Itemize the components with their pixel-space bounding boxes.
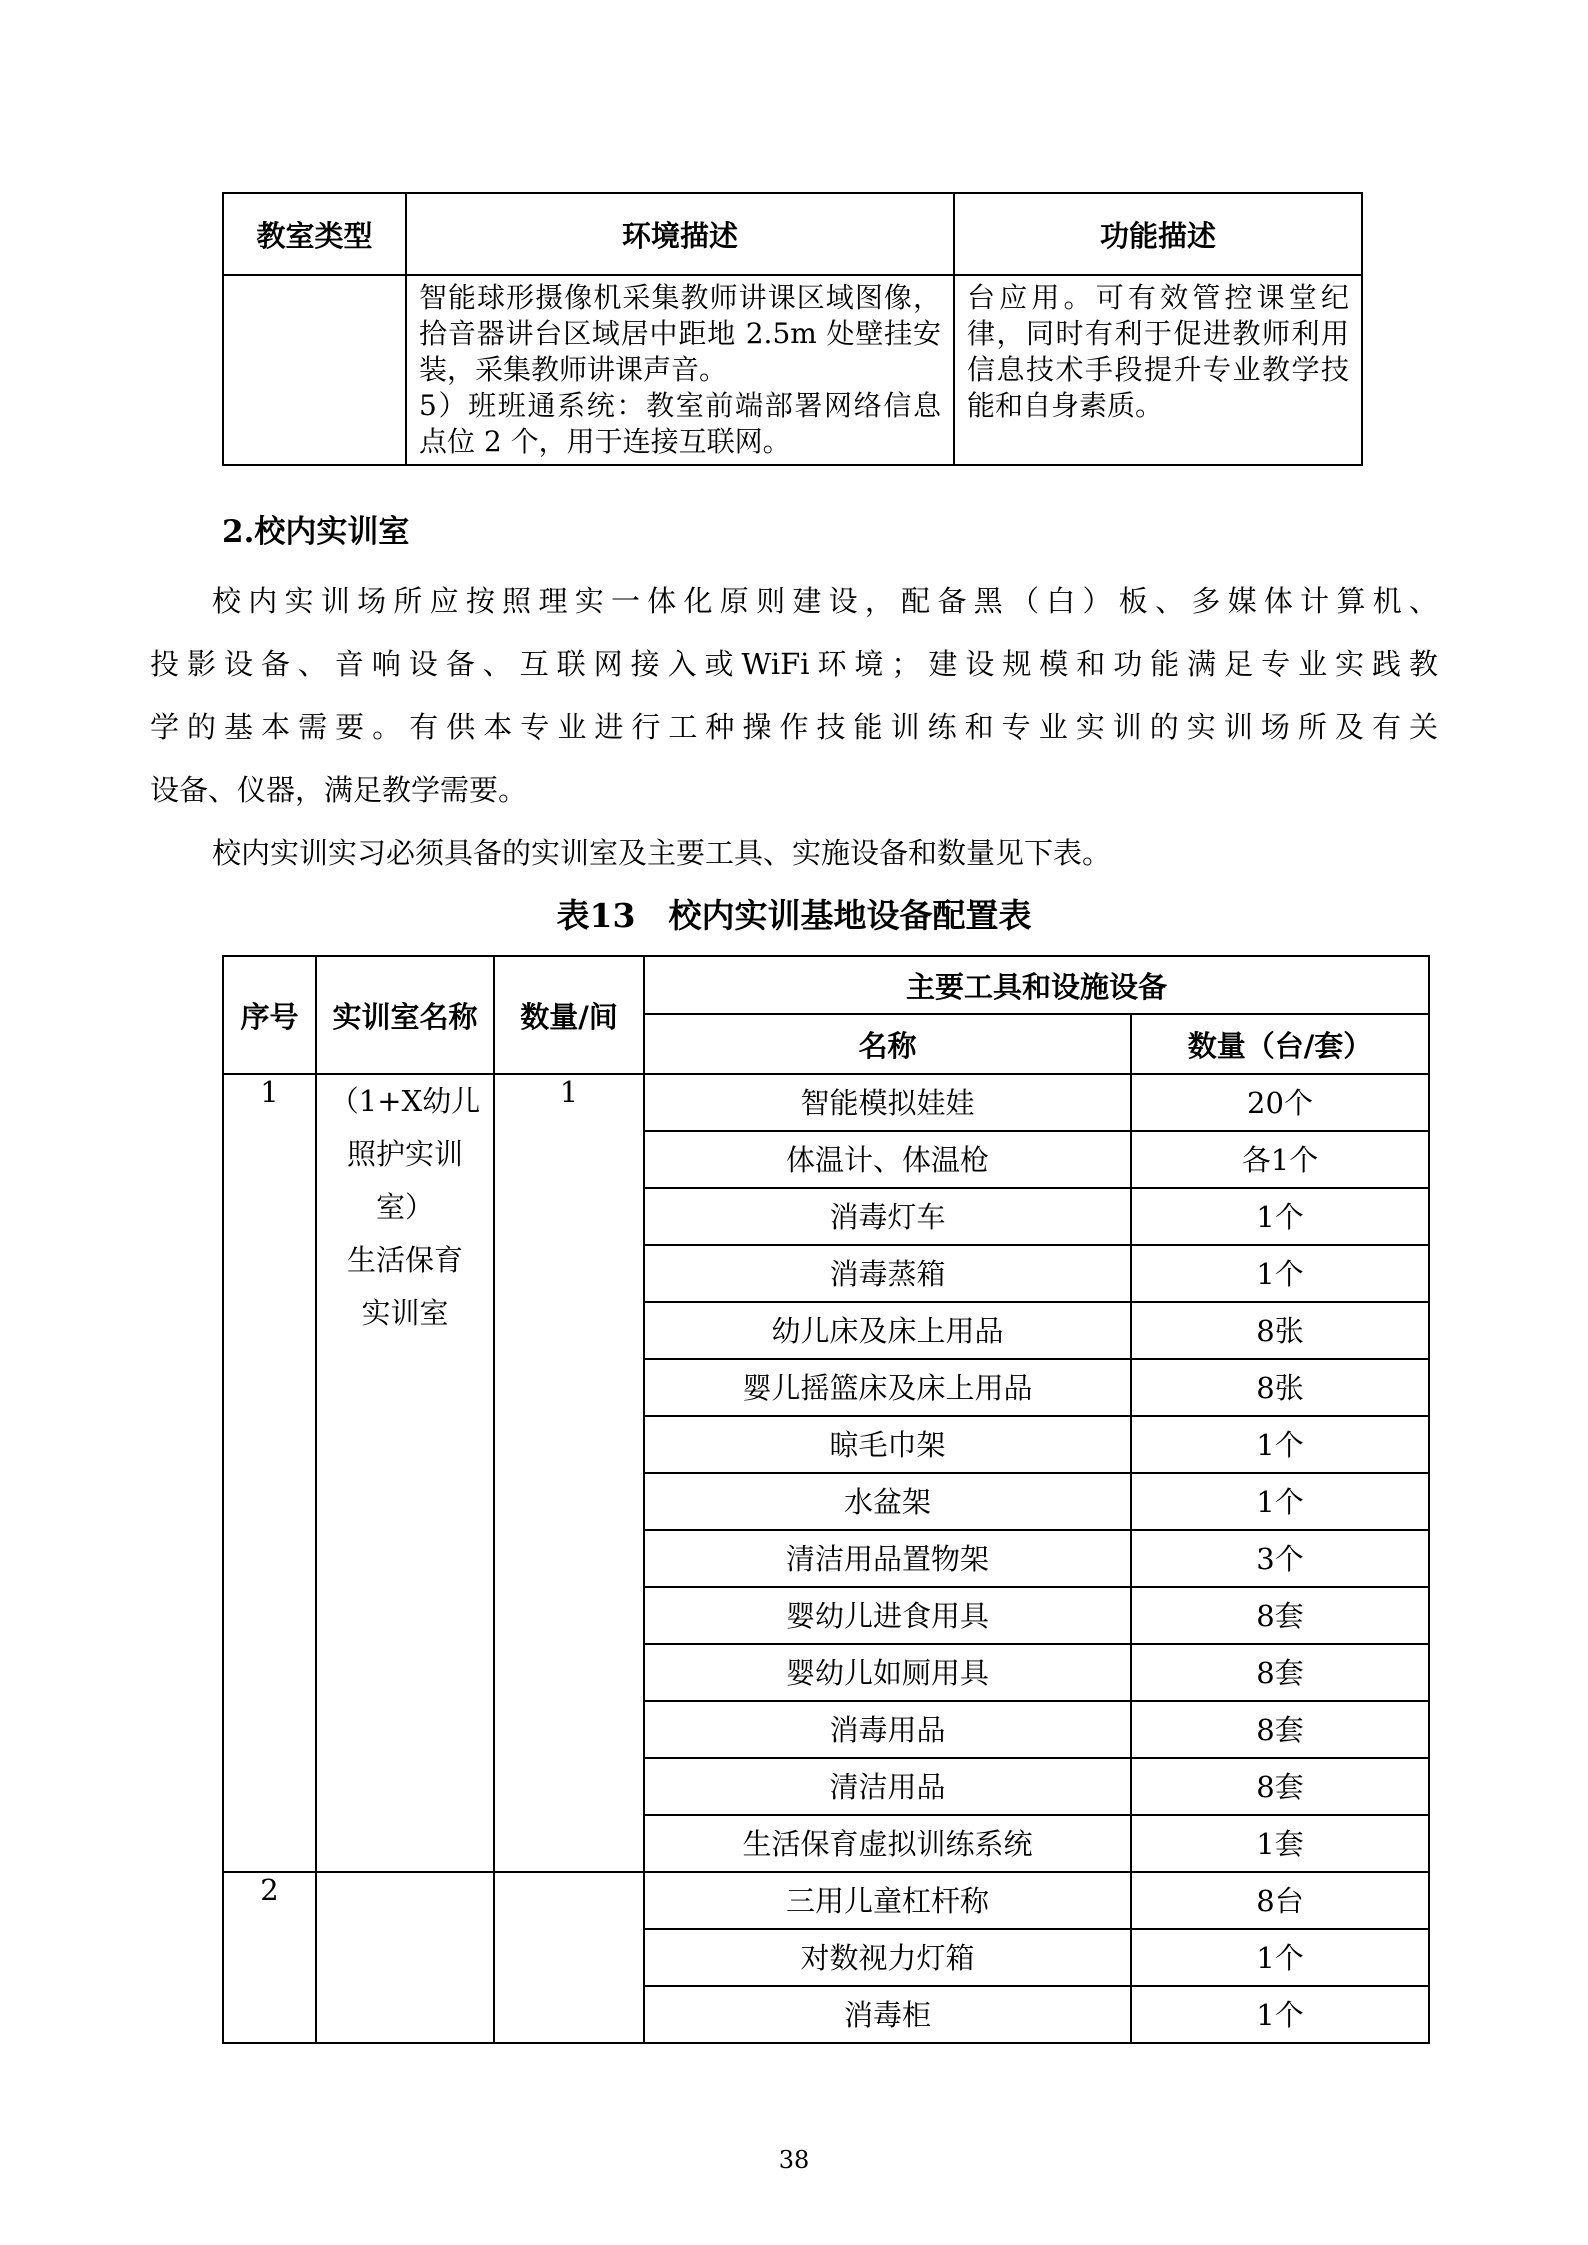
paragraph-line: 设备、仪器，满足教学需要。 [150,773,528,807]
item-qty-cell: 1个 [1131,1929,1429,1986]
item-name-cell: 清洁用品 [644,1758,1131,1815]
classroom-table-body-row [223,275,1362,465]
seq-header: 序号 [223,956,316,1074]
item-name-cell: 三用儿童杠杆称 [644,1872,1131,1929]
item-qty-cell: 8台 [1131,1872,1429,1929]
item-qty-cell: 8套 [1131,1758,1429,1815]
item-qty-cell: 各1个 [1131,1131,1429,1188]
item-name-cell: 晾毛巾架 [644,1416,1131,1473]
equipment-config-table [222,955,1430,2044]
room-name-header: 实训室名称 [316,956,494,1074]
item-name-cell: 清洁用品置物架 [644,1530,1131,1587]
qty-per-room-header: 数量/间 [494,956,644,1074]
env-line: 5）班班通系统：教室前端部署网络信息 [419,389,941,422]
item-qty-cell: 1个 [1131,1188,1429,1245]
function-desc-header: 功能描述 [954,193,1362,275]
item-name-cell: 体温计、体温枪 [644,1131,1131,1188]
paragraph-line: 校内实训场所应按照理实一体化原则建设，配备黑（白）板、多媒体计算机、 [212,584,1438,618]
item-qty-cell: 1个 [1131,1986,1429,2043]
item-qty-cell: 8张 [1131,1302,1429,1359]
classroom-table-header-row [223,193,1362,275]
room-name-cell [316,1872,494,2043]
room-name-line: 实训室 [361,1296,449,1330]
tool-qty-header: 数量（台/套） [1131,1014,1429,1074]
item-name-cell: 幼儿床及床上用品 [644,1302,1131,1359]
item-name-cell: 消毒柜 [644,1986,1131,2043]
tool-name-header: 名称 [644,1014,1131,1074]
item-qty-cell: 3个 [1131,1530,1429,1587]
item-name-cell: 智能模拟娃娃 [644,1074,1131,1131]
item-name-cell: 消毒灯车 [644,1188,1131,1245]
paragraph-1 [150,570,1438,822]
tools-group-header: 主要工具和设施设备 [644,956,1429,1014]
item-qty-cell: 8张 [1131,1359,1429,1416]
classroom-type-header: 教室类型 [223,193,406,275]
item-name-cell: 生活保育虚拟训练系统 [644,1815,1131,1872]
room-name-line: （1+X幼儿 [329,1084,481,1118]
seq-cell: 2 [223,1872,316,2043]
item-name-cell: 消毒蒸箱 [644,1245,1131,1302]
environment-desc-header: 环境描述 [406,193,954,275]
item-qty-cell: 8套 [1131,1644,1429,1701]
classroom-type-table [222,192,1363,466]
environment-desc-cell [406,275,954,465]
table-caption: 表13 校内实训基地设备配置表 [556,896,1032,935]
item-name-cell: 消毒用品 [644,1701,1131,1758]
func-line: 律，同时有利于促进教师利用 [967,317,1349,350]
item-qty-cell: 1个 [1131,1416,1429,1473]
qty-per-room-cell: 1 [494,1074,644,1872]
item-name-cell: 婴儿摇篮床及床上用品 [644,1359,1131,1416]
qty-per-room-cell [494,1872,644,2043]
item-qty-cell: 20个 [1131,1074,1429,1131]
item-name-cell: 婴幼儿如厕用具 [644,1644,1131,1701]
item-qty-cell: 1个 [1131,1473,1429,1530]
section-heading: 2.校内实训室 [222,514,410,550]
env-line: 拾音器讲台区域居中距地 2.5m 处壁挂安 [419,317,941,350]
func-line: 台应用。可有效管控课堂纪 [967,281,1349,314]
func-line: 信息技术手段提升专业教学技 [967,353,1349,386]
env-line: 装，采集教师讲课声音。 [419,353,728,386]
item-qty-cell: 1个 [1131,1245,1429,1302]
item-name-cell: 水盆架 [644,1473,1131,1530]
classroom-type-cell [223,275,406,465]
env-line: 点位 2 个，用于连接互联网。 [419,425,791,458]
table-row [223,1872,1429,1929]
func-line: 能和自身素质。 [967,389,1164,422]
paragraph-line: 投影设备、音响设备、互联网接入或WiFi环境；建设规模和功能满足专业实践教 [150,647,1438,681]
env-line: 智能球形摄像机采集教师讲课区域图像， [419,281,941,314]
room-name-line: 照护实训 [346,1137,463,1171]
item-name-cell: 对数视力灯箱 [644,1929,1131,1986]
table-row [223,1074,1429,1131]
page-number: 38 [778,2146,810,2174]
paragraph-2: 校内实训实习必须具备的实训室及主要工具、实施设备和数量见下表。 [212,836,1112,870]
seq-cell: 1 [223,1074,316,1872]
function-desc-cell [954,275,1362,465]
paragraph-line: 学的基本需要。有供本专业进行工种操作技能训练和专业实训的实训场所及有关 [150,710,1438,744]
item-qty-cell: 1套 [1131,1815,1429,1872]
room-name-cell [316,1074,494,1872]
item-qty-cell: 8套 [1131,1701,1429,1758]
item-qty-cell: 8套 [1131,1587,1429,1644]
item-name-cell: 婴幼儿进食用具 [644,1587,1131,1644]
equipment-header-row-1 [223,956,1429,1014]
room-name-line: 室） [375,1190,434,1224]
room-name-line: 生活保育 [346,1243,463,1277]
